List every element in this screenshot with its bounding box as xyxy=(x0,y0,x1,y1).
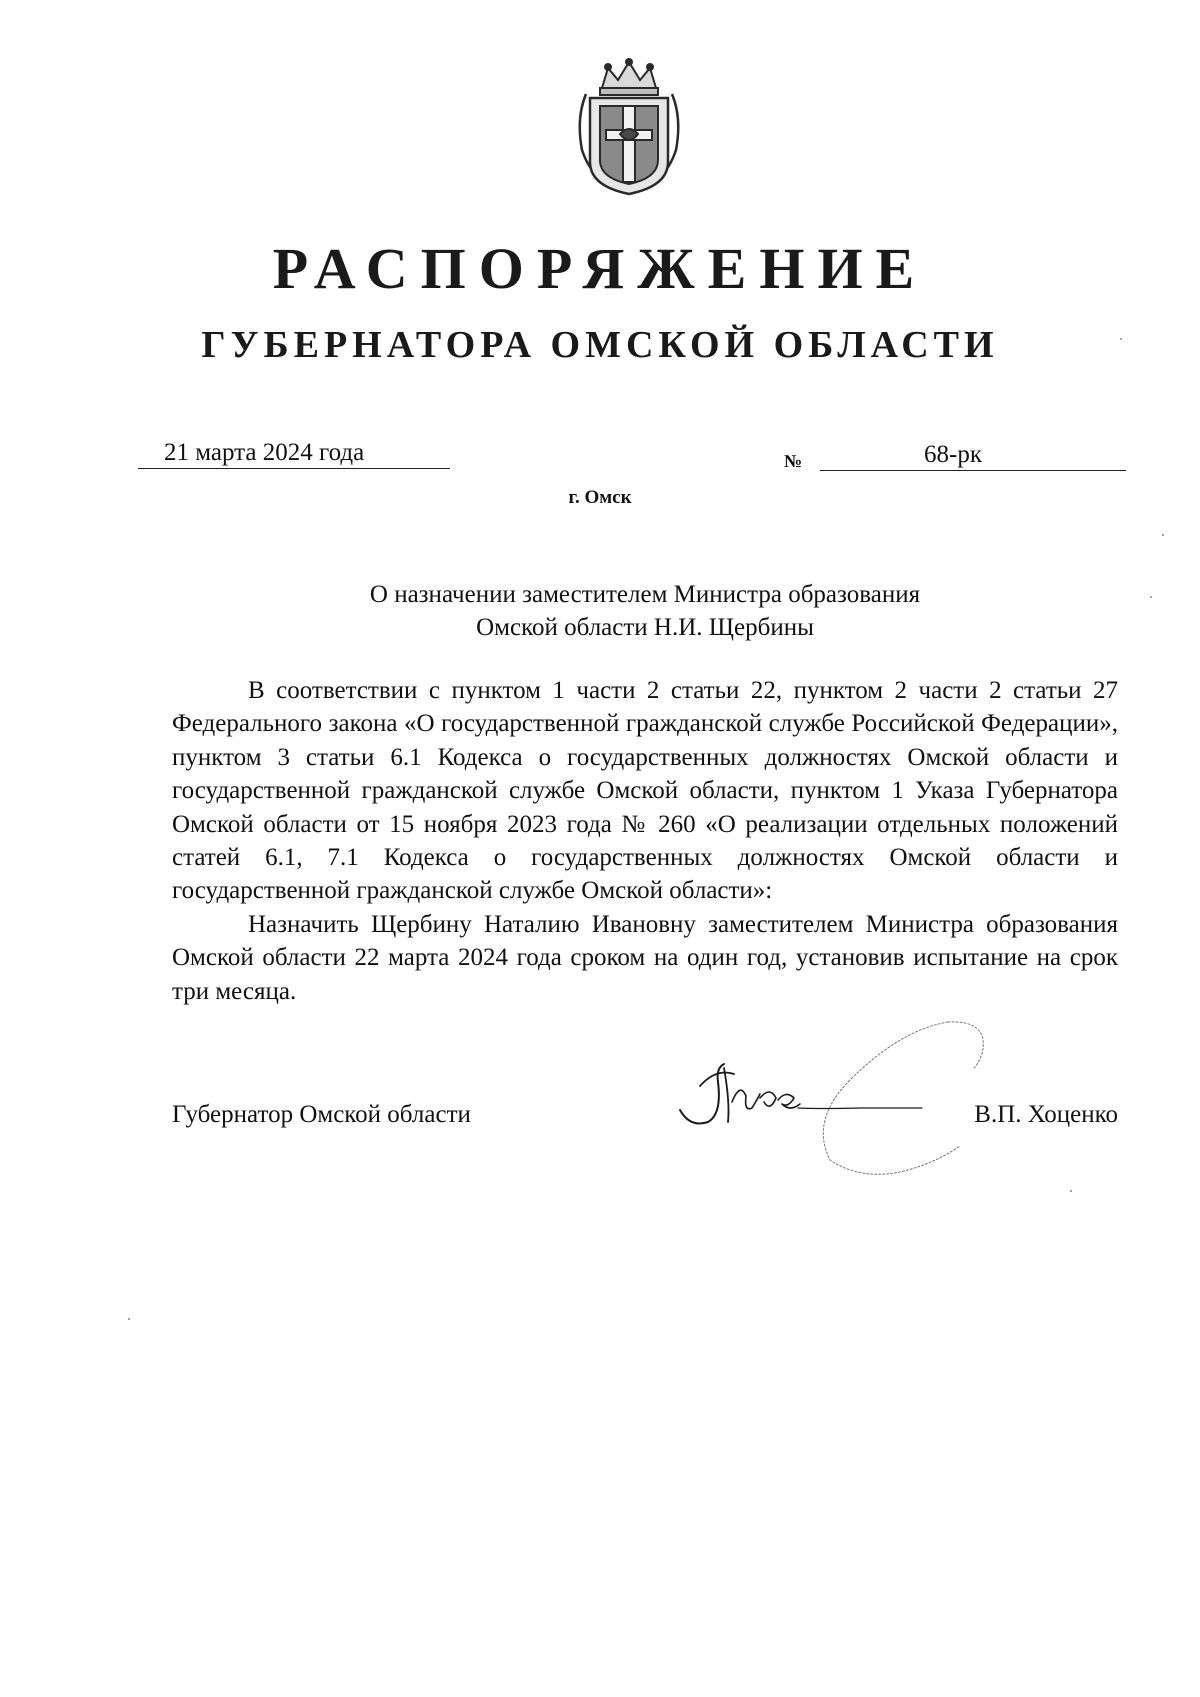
body-paragraph-2: Назначить Щербину Наталию Ивановну заместителем Министра образования Омской области 22 марта 2024 года сроком на один год, установив испытание на срок три месяца. xyxy=(172,910,1118,1005)
city-label: г. Омск xyxy=(568,487,632,508)
scan-speck xyxy=(1120,338,1122,340)
scan-speck xyxy=(128,1318,130,1320)
subject-line-1: О назначении заместителем Министра образования xyxy=(369,581,921,608)
coat-of-arms-icon xyxy=(568,58,690,198)
document-body xyxy=(172,674,1118,1008)
scan-speck xyxy=(1162,534,1164,536)
document-date: 21 марта 2024 года xyxy=(138,438,450,469)
handwritten-signature-icon xyxy=(660,990,1040,1190)
document-type-title: РАСПОРЯЖЕНИЕ xyxy=(272,236,928,301)
subject-line-2: Омской области Н.И. Щербины xyxy=(476,614,814,641)
scan-speck xyxy=(1150,596,1152,598)
body-paragraph-1: В соответствии с пунктом 1 части 2 статьи 22, пунктом 2 части 2 статьи 27 Федерального закона «О государственной гражданской службе Российской Федерации», пунктом 3 статьи 6.1 Кодекса о государственных должностях Омской области и государственной гражданской службе Омской области, пунктом 1 Указа Губернатора Омской области от 15 ноября 2023 года № 260 «О реализации отдельных положений статей 6.1, 7.1 Кодекса о государственных должностях Омской области и государственной гражданской службе Омской области»: xyxy=(172,677,1118,905)
issuer-title: ГУБЕРНАТОРА ОМСКОЙ ОБЛАСТИ xyxy=(201,324,999,366)
number-sign-label: № xyxy=(784,451,803,471)
document-subject xyxy=(0,578,1200,644)
scan-speck xyxy=(1070,1190,1072,1192)
signer-name: В.П. Хоценко xyxy=(974,1101,1118,1128)
document-number: 68-рк xyxy=(820,440,1126,471)
signer-position: Губернатор Омской области xyxy=(172,1101,471,1128)
